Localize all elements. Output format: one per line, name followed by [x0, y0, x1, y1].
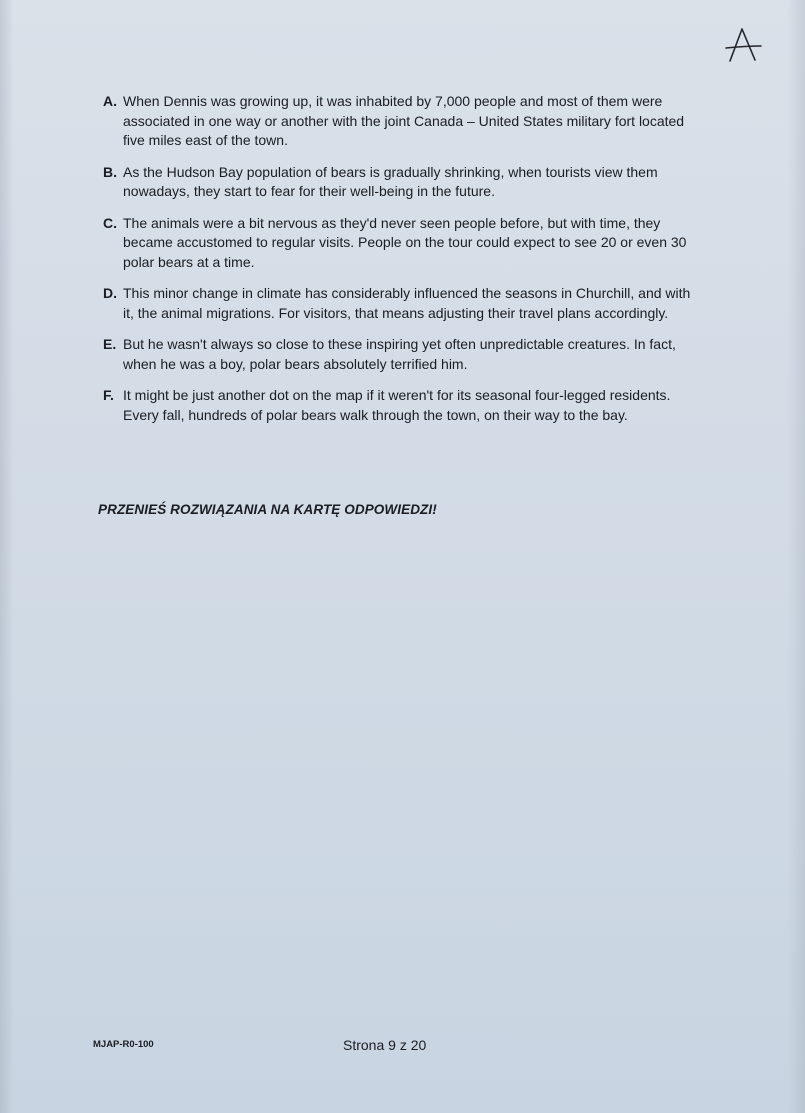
option-letter: A.: [103, 93, 117, 109]
option-text: It might be just another dot on the map if it weren't for its seasonal four-legged residents. Every fall, hundreds of polar bears walk through the town, on their way to the bay.: [123, 387, 671, 423]
option-letter: F.: [103, 387, 114, 403]
option-f: [103, 386, 703, 425]
option-e: [103, 335, 703, 374]
exam-code: MJAP-R0-100: [93, 1039, 154, 1050]
page-number: Strona 9 z 20: [343, 1037, 427, 1053]
option-letter: B.: [103, 163, 117, 180]
option-letter: D.: [103, 285, 117, 301]
option-b: [103, 163, 703, 202]
option-text: The animals were a bit nervous as they'd never seen people before, but with time, they became accustomed to regular visits. People on the tour could expect to see 20 or even 30 polar bears at a time.: [123, 214, 687, 270]
option-d: [103, 284, 703, 323]
page-edge-shadow-right: [787, 0, 805, 1113]
handwritten-letter-a-mark: [722, 24, 764, 66]
page-edge-shadow-left: [0, 0, 14, 1113]
option-letter: E.: [103, 336, 117, 352]
option-text: This minor change in climate has considerably influenced the seasons in Churchill, and with it, the animal migrations. For visitors, that means adjusting their travel plans accordingly.: [123, 285, 691, 321]
option-letter: C.: [103, 214, 117, 231]
option-text: As the Hudson Bay population of bears is gradually shrinking, when tourists view them nowadays, they start to fear for their well-being in the future.: [123, 163, 658, 199]
option-text: But he wasn't always so close to these inspiring yet often unpredictable creatures. In fact, when he was a boy, polar bears absolutely terrified him.: [123, 336, 676, 372]
option-text: When Dennis was growing up, it was inhabited by 7,000 people and most of them were associated in one way or another with the joint Canada – United States military fort located five miles east of the town.: [123, 93, 685, 148]
answer-options-list: [103, 92, 703, 437]
option-a: [103, 92, 703, 151]
transfer-answers-instruction: PRZENIEŚ ROZWIĄZANIA NA KARTĘ ODPOWIEDZI!: [98, 502, 437, 517]
option-c: [103, 214, 703, 273]
